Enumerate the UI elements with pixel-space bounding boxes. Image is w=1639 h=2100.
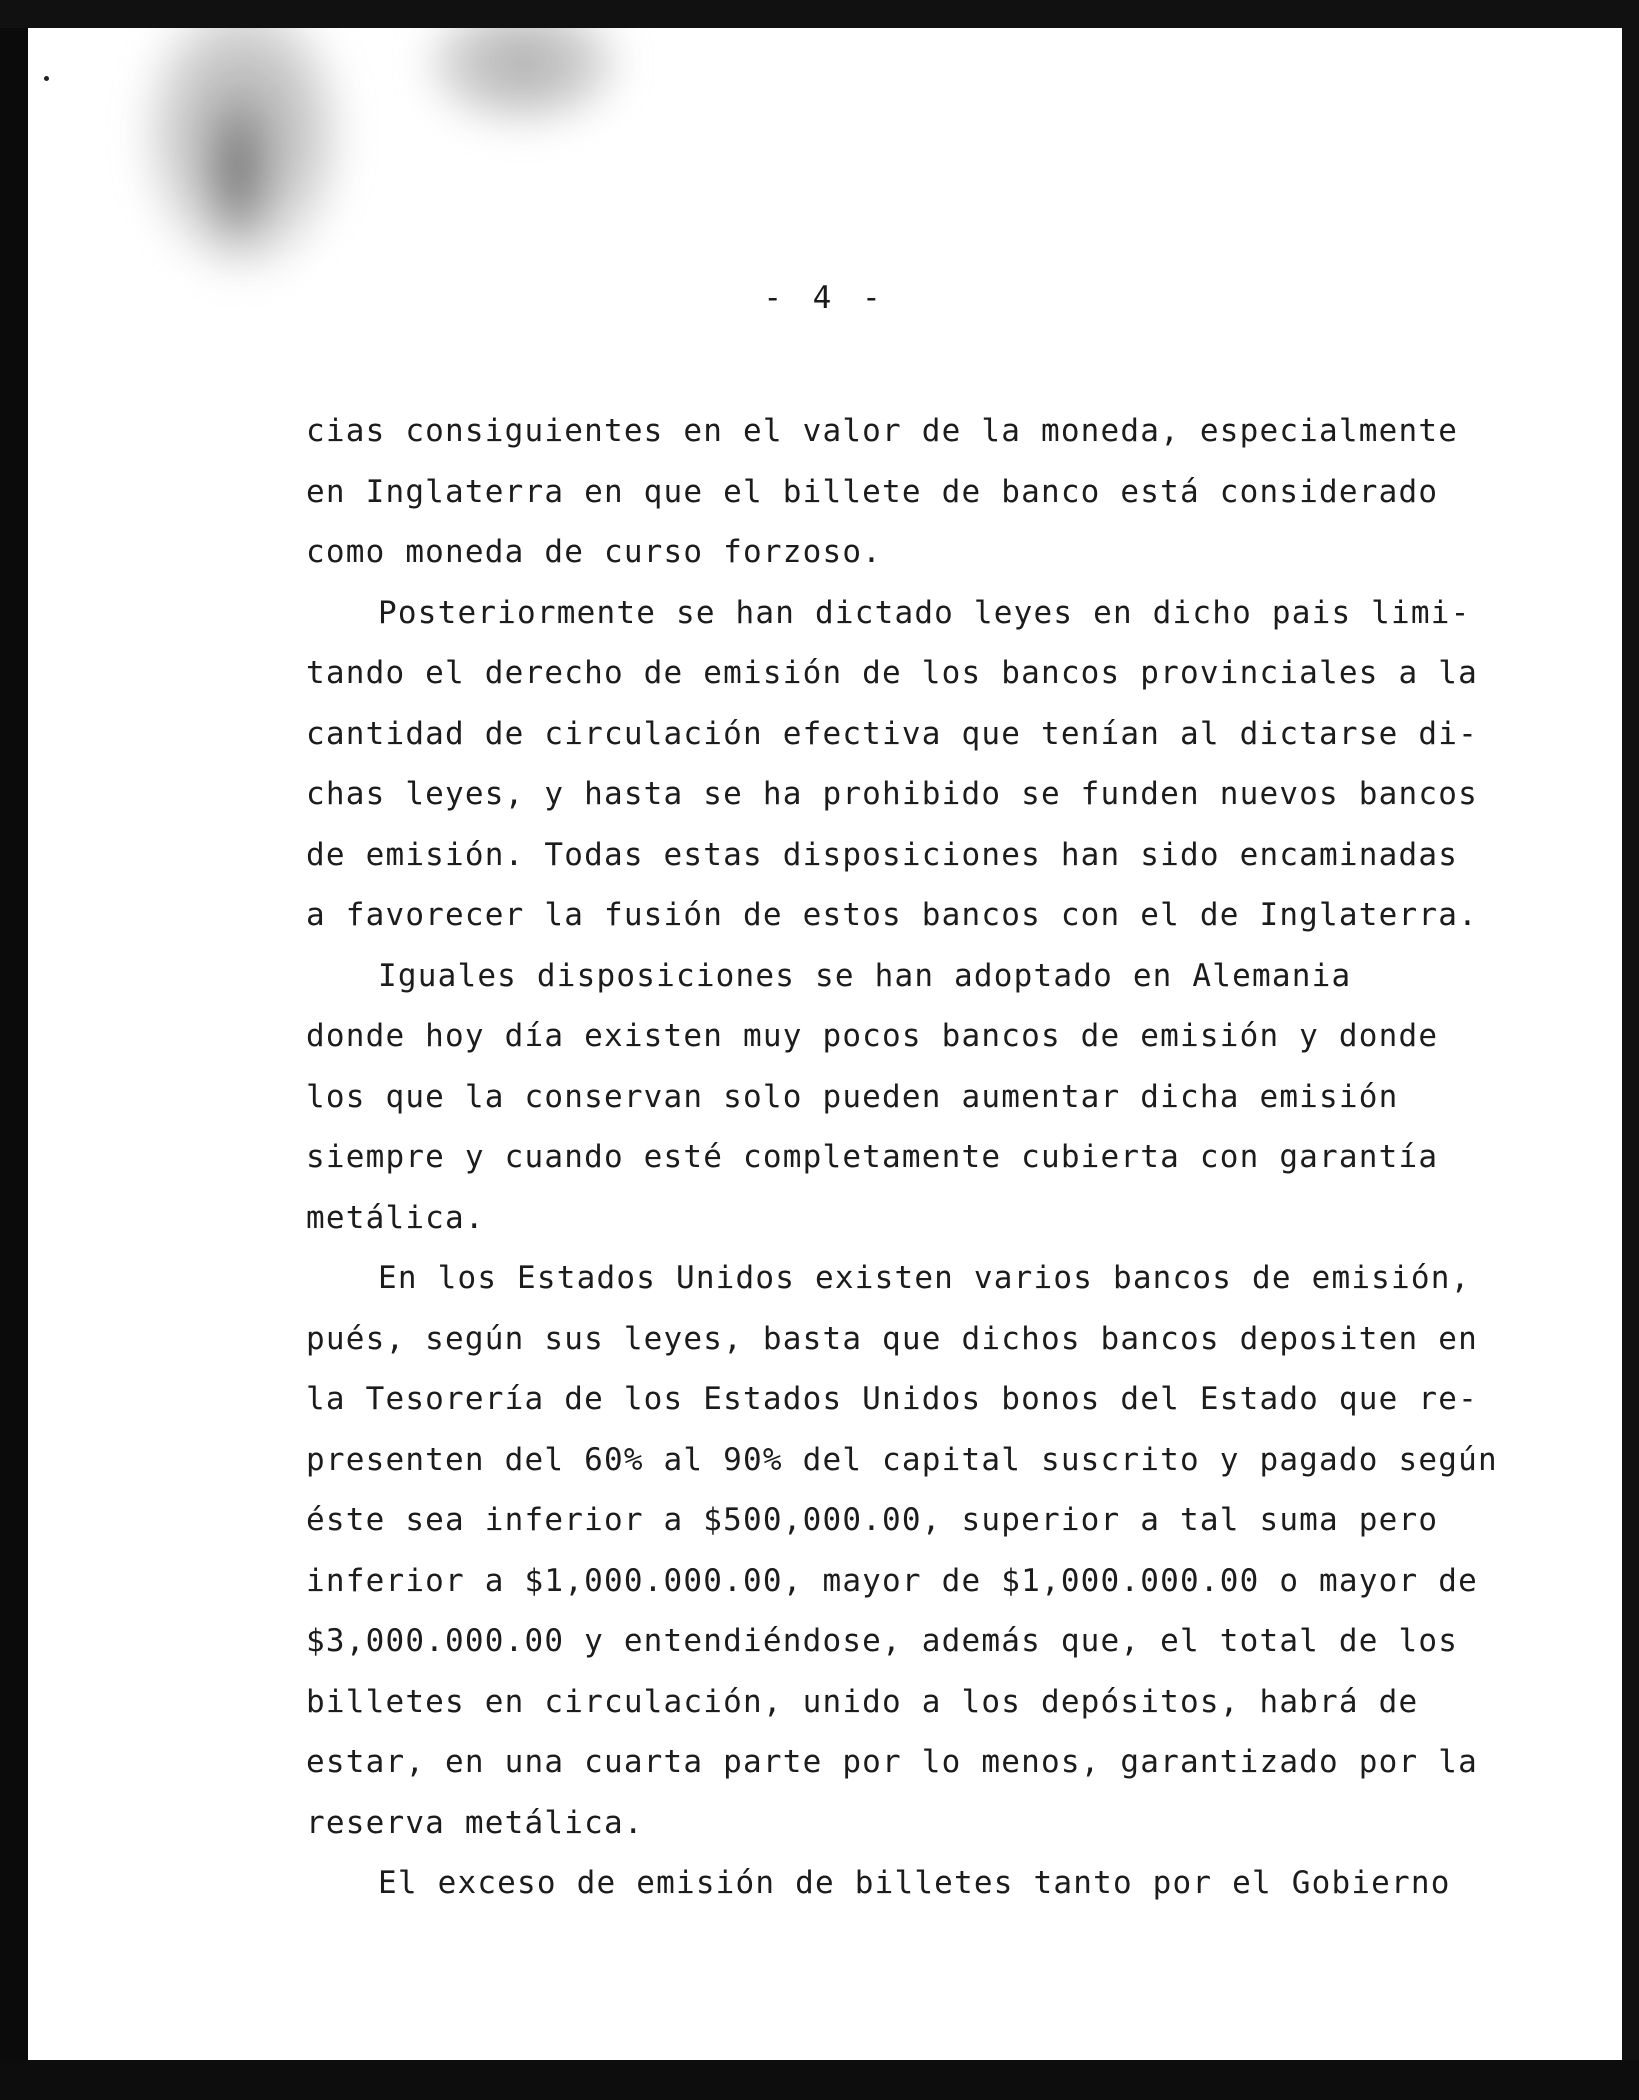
page-number: - 4 - — [763, 280, 887, 316]
text-line: $3,000.000.00 y entendiéndose, además que, el total de los — [306, 1623, 1459, 1659]
text-line: reserva metálica. — [306, 1804, 644, 1841]
text-line: En los Estados Unidos existen varios bancos de emisión, — [378, 1260, 1471, 1296]
text-line: metálica. — [306, 1199, 485, 1236]
scan-top-edge — [0, 0, 1639, 28]
ink-stain — [203, 88, 273, 258]
text-line: Posteriormente se han dictado leyes en dicho pais limi- — [378, 594, 1471, 631]
document-page — [28, 28, 1622, 2060]
scan-right-edge — [1622, 0, 1639, 2100]
speck-mark — [44, 76, 49, 81]
text-line: siempre y cuando esté completamente cubierta con garantía — [306, 1139, 1439, 1175]
text-line: El exceso de emisión de billetes tanto por el Gobierno — [378, 1865, 1451, 1901]
text-line: pués, según sus leyes, basta que dichos bancos depositen en — [306, 1320, 1478, 1357]
text-line: la Tesorería de los Estados Unidos bonos del Estado que re- — [306, 1381, 1478, 1417]
text-line: estar, en una cuarta parte por lo menos, garantizado por la — [306, 1744, 1478, 1780]
text-line: Iguales disposiciones se han adoptado en Alemania — [378, 957, 1352, 994]
text-line: inferior a $1,000.000.00, mayor de $1,000.000.00 o mayor de — [306, 1562, 1478, 1599]
text-line: chas leyes, y hasta se ha prohibido se funden nuevos bancos — [306, 776, 1478, 812]
scan-bottom-edge — [0, 2060, 1639, 2100]
ink-stain — [423, 28, 623, 128]
text-line: tando el derecho de emisión de los bancos provinciales a la — [306, 655, 1478, 691]
text-line: a favorecer la fusión de estos bancos con el de Inglaterra. — [306, 897, 1478, 933]
text-line: billetes en circulación, unido a los depósitos, habrá de — [306, 1683, 1419, 1720]
text-line: los que la conservan solo pueden aumentar dicha emisión — [306, 1078, 1399, 1115]
text-line: presenten del 60% al 90% del capital suscrito y pagado según — [306, 1441, 1498, 1478]
text-line: éste sea inferior a $500,000.00, superior a tal suma pero — [306, 1502, 1439, 1538]
text-line: cias consiguientes en el valor de la moneda, especialmente — [306, 413, 1459, 449]
text-line: en Inglaterra en que el billete de banco está considerado — [306, 473, 1439, 510]
typed-body — [306, 401, 1498, 1914]
text-line: cantidad de circulación efectiva que tenían al dictarse di- — [306, 715, 1478, 752]
text-line: como moneda de curso forzoso. — [306, 534, 883, 570]
text-line: de emisión. Todas estas disposiciones han sido encaminadas — [306, 836, 1459, 873]
text-line: donde hoy día existen muy pocos bancos de emisión y donde — [306, 1018, 1439, 1054]
